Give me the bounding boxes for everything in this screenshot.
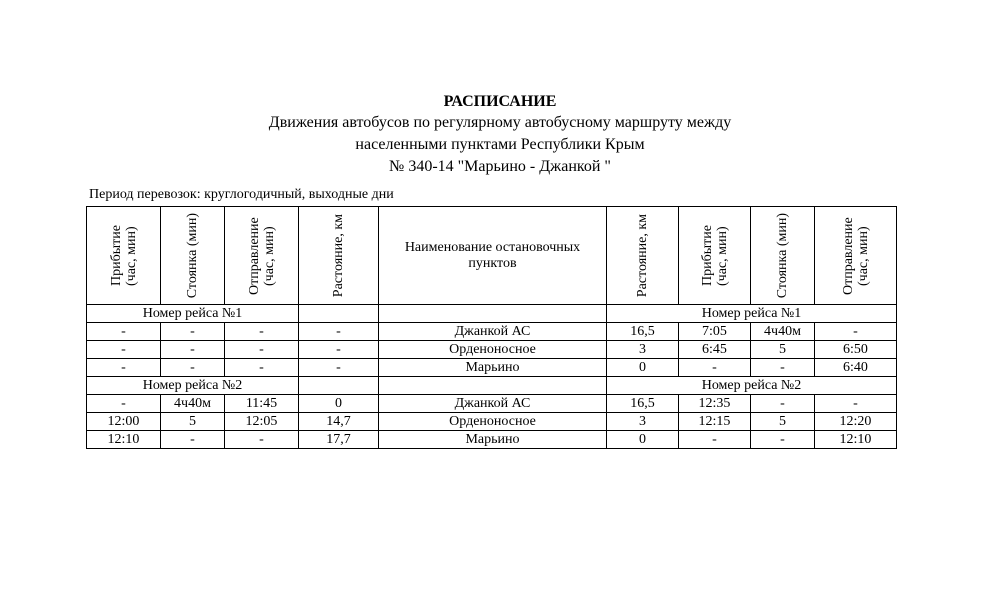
header-text: Стоянка (мин) xyxy=(185,212,200,299)
cell-right-3: 6:40 xyxy=(815,359,897,377)
cell-left-1: - xyxy=(161,431,225,449)
stop-name: Джанкой АС xyxy=(379,395,607,413)
cell-left-1: - xyxy=(161,359,225,377)
table-row xyxy=(87,413,897,431)
subtitle-line-3: № 340-14 "Марьино - Джанкой " xyxy=(389,158,611,175)
cell-right-3: 6:50 xyxy=(815,341,897,359)
schedule-body xyxy=(87,305,897,449)
cell-left-0: 12:00 xyxy=(87,413,161,431)
header-text: Отправление (час, мин) xyxy=(246,216,277,295)
stop-name: Орденоносное xyxy=(379,341,607,359)
cell-right-0: 0 xyxy=(607,359,679,377)
header-text: Стоянка (мин) xyxy=(775,212,790,299)
cell-left-1: - xyxy=(161,323,225,341)
cell-left-0: 12:10 xyxy=(87,431,161,449)
table-row xyxy=(87,341,897,359)
subtitle-line-1: Движения автобусов по регулярному автобусному маршруту между xyxy=(268,114,732,131)
cell-right-1: - xyxy=(679,431,751,449)
header-text: Отправление (час, мин) xyxy=(840,216,871,295)
stop-name: Джанкой АС xyxy=(379,323,607,341)
cell-left-3: - xyxy=(299,341,379,359)
cell-left-0: - xyxy=(87,395,161,413)
cell-left-3: - xyxy=(299,323,379,341)
cell-right-2: - xyxy=(751,431,815,449)
cell-right-1: - xyxy=(679,359,751,377)
transport-period: Период перевозок: круглогодичный, выходные дни xyxy=(89,187,394,202)
cell-right-0: 16,5 xyxy=(607,323,679,341)
cell-right-0: 3 xyxy=(607,413,679,431)
cell-left-3: 14,7 xyxy=(299,413,379,431)
cell-right-3: - xyxy=(815,395,897,413)
cell-left-1: - xyxy=(161,341,225,359)
trip-number-right: Номер рейса №1 xyxy=(607,305,897,323)
cell-right-3: - xyxy=(815,323,897,341)
cell-right-1: 6:45 xyxy=(679,341,751,359)
empty-cell xyxy=(379,377,607,395)
empty-cell xyxy=(299,305,379,323)
cell-left-2: - xyxy=(225,359,299,377)
trip-header-row xyxy=(87,377,897,395)
schedule-table xyxy=(86,206,897,449)
table-row xyxy=(87,395,897,413)
header-arrival-left xyxy=(87,207,161,305)
cell-left-2: - xyxy=(225,323,299,341)
cell-right-3: 12:20 xyxy=(815,413,897,431)
empty-cell xyxy=(379,305,607,323)
header-distance-right xyxy=(607,207,679,305)
stop-name: Орденоносное xyxy=(379,413,607,431)
cell-right-0: 16,5 xyxy=(607,395,679,413)
cell-right-3: 12:10 xyxy=(815,431,897,449)
empty-cell xyxy=(299,377,379,395)
cell-left-0: - xyxy=(87,323,161,341)
cell-left-2: - xyxy=(225,431,299,449)
cell-left-1: 4ч40м xyxy=(161,395,225,413)
cell-left-3: 17,7 xyxy=(299,431,379,449)
stop-name: Марьино xyxy=(379,359,607,377)
subtitle-line-2: населенными пунктами Республики Крым xyxy=(355,136,645,153)
header-arrival-right xyxy=(679,207,751,305)
trip-number-left: Номер рейса №1 xyxy=(87,305,299,323)
cell-left-2: 12:05 xyxy=(225,413,299,431)
header-text: Прибытие (час, мин) xyxy=(699,225,730,286)
cell-left-0: - xyxy=(87,341,161,359)
table-row xyxy=(87,323,897,341)
cell-right-0: 3 xyxy=(607,341,679,359)
trip-number-left: Номер рейса №2 xyxy=(87,377,299,395)
table-row xyxy=(87,431,897,449)
header-text: Растояние, км xyxy=(635,213,650,298)
title-block xyxy=(0,92,1000,178)
cell-right-2: 4ч40м xyxy=(751,323,815,341)
table-row xyxy=(87,359,897,377)
cell-left-3: 0 xyxy=(299,395,379,413)
header-distance-left xyxy=(299,207,379,305)
cell-right-2: - xyxy=(751,359,815,377)
header-text: Прибытие (час, мин) xyxy=(108,225,139,286)
header-departure-left xyxy=(225,207,299,305)
cell-right-1: 7:05 xyxy=(679,323,751,341)
cell-right-2: 5 xyxy=(751,413,815,431)
header-departure-right xyxy=(815,207,897,305)
header-stop-left xyxy=(161,207,225,305)
trip-header-row xyxy=(87,305,897,323)
cell-right-1: 12:35 xyxy=(679,395,751,413)
cell-left-1: 5 xyxy=(161,413,225,431)
page-title: РАСПИСАНИЕ xyxy=(443,93,557,110)
cell-right-2: 5 xyxy=(751,341,815,359)
header-text: Растояние, км xyxy=(331,213,346,298)
cell-left-2: - xyxy=(225,341,299,359)
cell-right-1: 12:15 xyxy=(679,413,751,431)
trip-number-right: Номер рейса №2 xyxy=(607,377,897,395)
header-stop-names: Наименование остановочных пунктов xyxy=(379,207,607,305)
cell-right-2: - xyxy=(751,395,815,413)
cell-left-2: 11:45 xyxy=(225,395,299,413)
cell-left-3: - xyxy=(299,359,379,377)
cell-right-0: 0 xyxy=(607,431,679,449)
stop-name: Марьино xyxy=(379,431,607,449)
header-stop-right xyxy=(751,207,815,305)
header-row xyxy=(87,207,897,305)
cell-left-0: - xyxy=(87,359,161,377)
